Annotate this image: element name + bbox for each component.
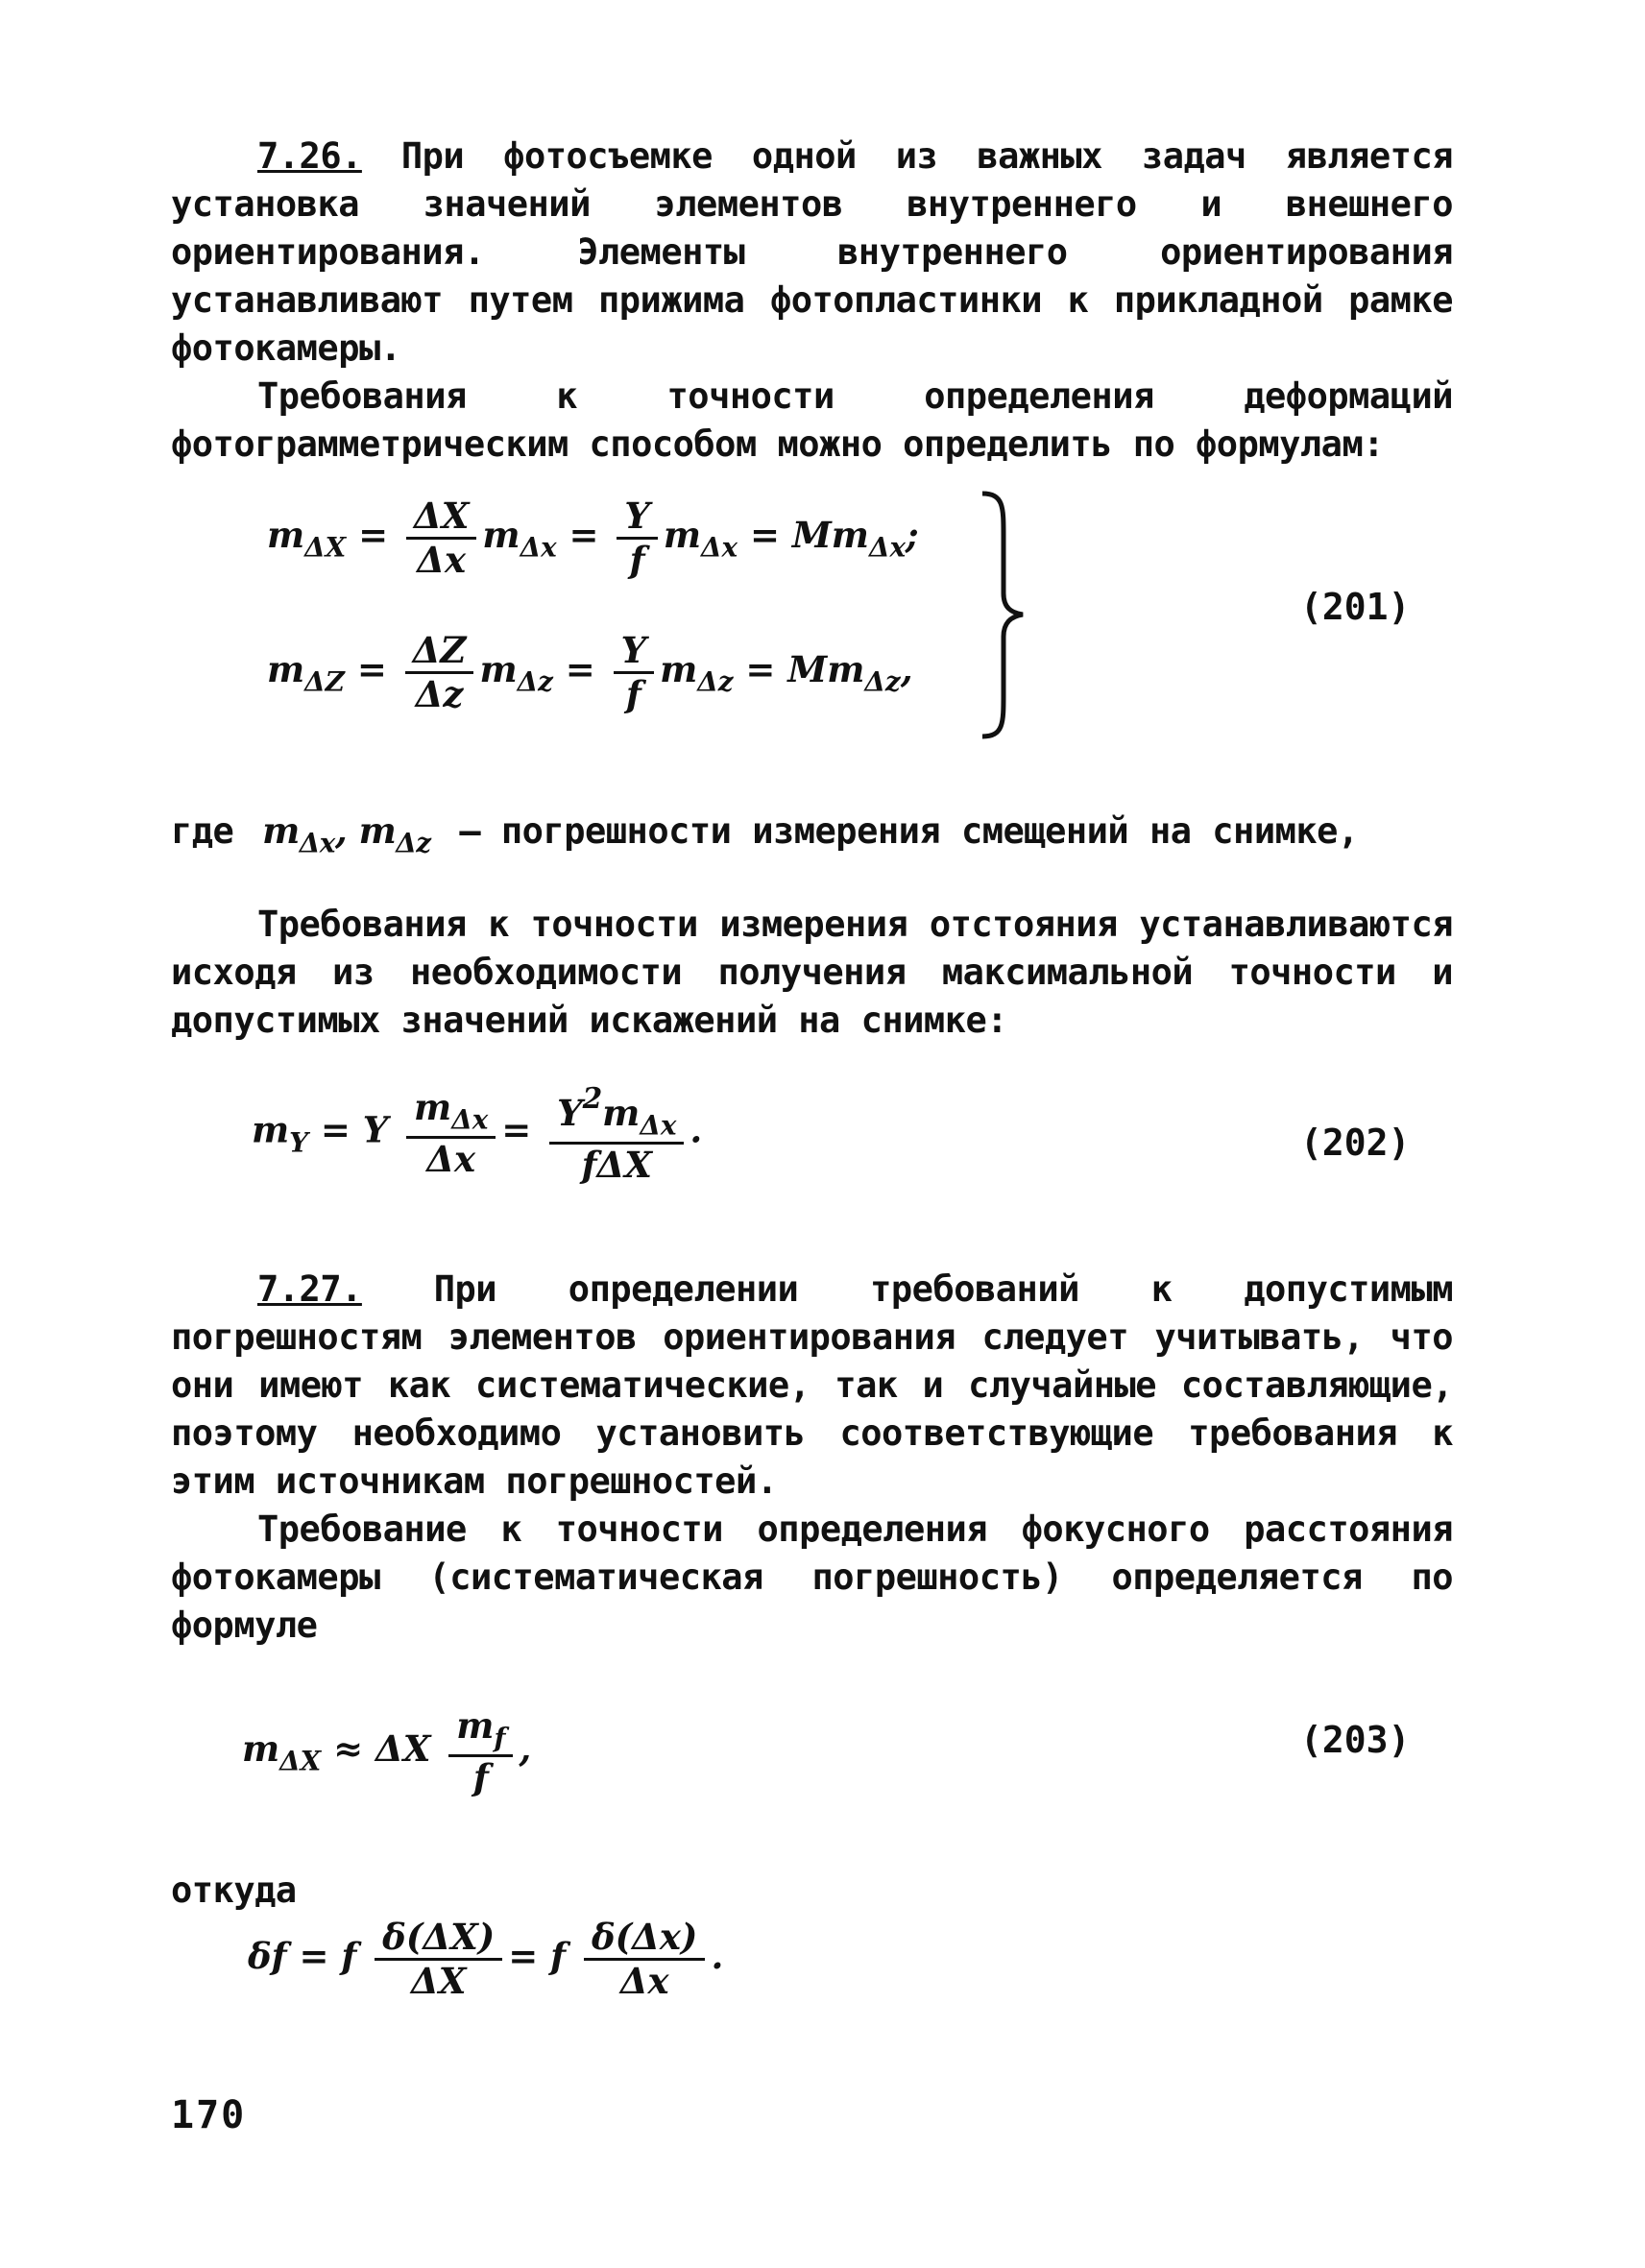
section-7-27 [171,1266,1453,1650]
where-line [171,807,1453,868]
otkuda-label: откуда [171,1870,297,1911]
where-variables: $m_{\Delta x}$, $m_{\Delta z}$ [262,809,431,859]
paragraph-distance: Требования к точности измерения отстояния устанавливаются исходя из необходимости получения максимальной точности и допустимых значений искажений на снимке: [171,904,1453,1041]
paragraph-deformations: Требования к точности определения деформаций фотограмметрическим способом можно определить по формулам: [171,375,1453,465]
paragraph-focal: Требование к точности определения фокусного расстояния фотокамеры (систематическая погрешность) определяется по формуле [171,1508,1453,1646]
equation-203-number: (203) [1300,1719,1411,1761]
equation-201-line-2: $m_{\Delta Z}$ = $\frac{\Delta Z}{\Delta z}$ $m_{\Delta z}$ = $\frac{Y}{f}$ $m_{\Delta z} = Mm_{\Delta z}$, [267,629,913,715]
section-number: 7.26. [257,135,362,177]
equation-201-line-1: $m_{\Delta X}$ = $\frac{\Delta X}{\Delta x}$ $m_{\Delta x}$ = $\frac{Y}{f}$ $m_{\Delta x} = Mm_{\Delta x}$; [267,495,919,581]
equation-202-formula: $m_Y = Y$ $\frac{m_{\Delta x}}{\Delta x}$ = $\frac{Y^2m_{\Delta x}}{\text{fΔX}}$ . [252,1081,703,1186]
where-text: – погрешности измерения смещений на снимке, [459,810,1359,852]
equation-202-number: (202) [1300,1122,1411,1164]
equation-focal-error: δf = f $\frac{\delta(\Delta X)}{\Delta X}$ = f $\frac{\delta(\Delta x)}{\Delta x}$ . [248,1916,724,2002]
equation-201-number: (201) [1300,586,1411,628]
paragraph-7-26 [171,133,1453,373]
section-7-26 [171,133,1453,469]
where-prefix: где [171,810,234,852]
paragraph-text: При фотосъемке одной из важных задач является установка значений элементов внутреннего и внешнего ориентирования. Элементы внутреннего ориентирования устанавливают путем прижима фотопластинки к прикладной рамке фотокамеры. [171,135,1453,369]
otkuda-line [171,1867,1453,1915]
section-number: 7.27. [257,1268,362,1310]
equation-203-formula: $m_{\Delta X} \approx \Delta X$ $\frac{m_f}{f}$ , [242,1704,532,1798]
paragraph-text: При определении требований к допустимым погрешностям элементов ориентирования следует учитывать, что они имеют как систематические, так и случайные составляющие, поэтому необходимо установить соответствующие требования к этим источникам погрешностей. [171,1268,1453,1502]
right-brace-icon [975,488,1032,742]
paragraph-7-27 [171,1266,1453,1506]
page-number: 170 [171,2093,247,2137]
section-distance [171,901,1453,1045]
